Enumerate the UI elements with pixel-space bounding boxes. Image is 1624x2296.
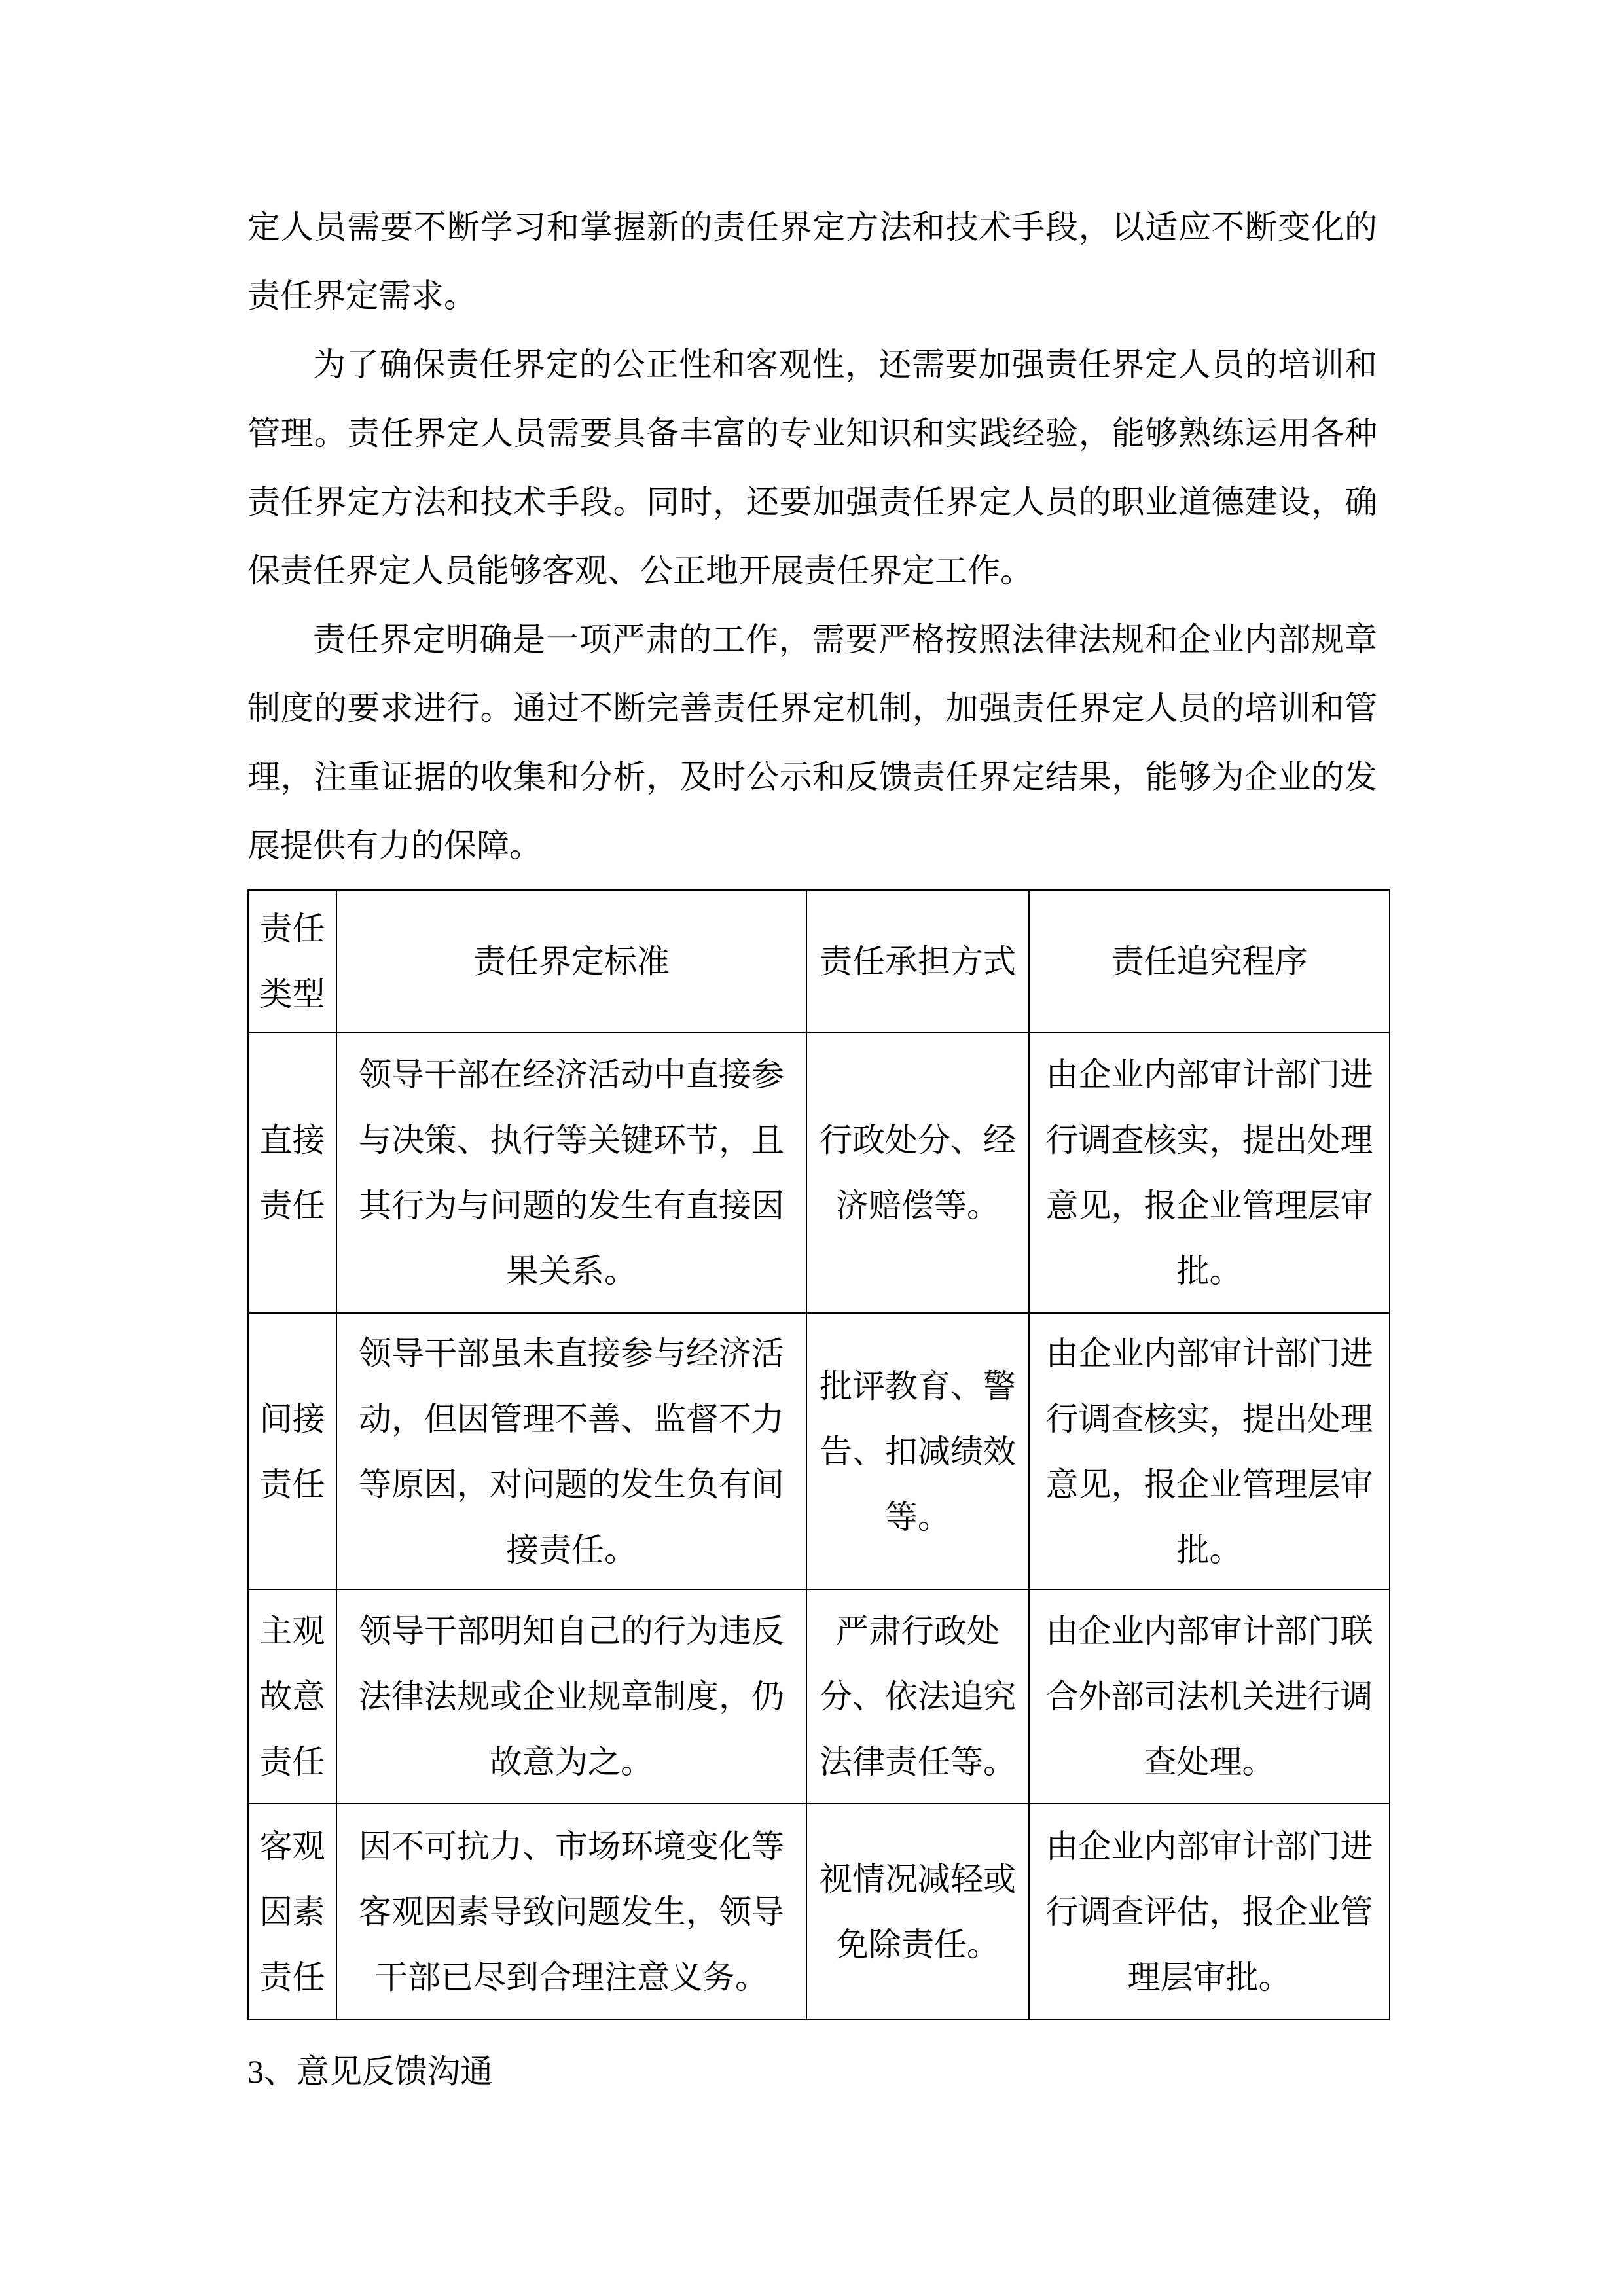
header-cell-standard: 责任界定标准 bbox=[336, 890, 806, 1033]
table-cell: 领导干部明知自己的行为违反法律法规或企业规章制度，仍故意为之。 bbox=[336, 1590, 806, 1803]
table-row-intentional bbox=[248, 1590, 1390, 1803]
section-heading-feedback: 3、意见反馈沟通 bbox=[247, 2053, 493, 2090]
table-cell: 客观因素责任 bbox=[248, 1803, 336, 2020]
header-cell-way: 责任承担方式 bbox=[806, 890, 1029, 1033]
table-cell: 由企业内部审计部门进行调查评估，报企业管理层审批。 bbox=[1029, 1803, 1390, 2020]
table-cell: 行政处分、经济赔偿等。 bbox=[806, 1033, 1029, 1313]
table-cell: 直接责任 bbox=[248, 1033, 336, 1313]
table-header-row bbox=[248, 890, 1390, 1033]
paragraph-training-management: 为了确保责任界定的公正性和客观性，还需要加强责任界定人员的培训和管理。责任界定人员需要具备丰富的专业知识和实践经验，能够熟练运用各种责任界定方法和技术手段。同时，还要加强责任界定人员的职业道德建设，确保责任界定人员能够客观、公正地开展责任界定工作。 bbox=[247, 346, 1377, 589]
header-cell-procedure: 责任追究程序 bbox=[1029, 890, 1390, 1033]
table-cell: 领导干部虽未直接参与经济活动，但因管理不善、监督不力等原因，对问题的发生负有间接责任。 bbox=[336, 1313, 806, 1590]
table-cell: 批评教育、警告、扣减绩效等。 bbox=[806, 1313, 1029, 1590]
table-row-direct bbox=[248, 1033, 1390, 1313]
table-cell: 由企业内部审计部门进行调查核实，提出处理意见，报企业管理层审批。 bbox=[1029, 1313, 1390, 1590]
table-cell: 严肃行政处分、依法追究法律责任等。 bbox=[806, 1590, 1029, 1803]
table-cell: 间接责任 bbox=[248, 1313, 336, 1590]
header-cell-type: 责任类型 bbox=[248, 890, 336, 1033]
paragraph-continuation: 定人员需要不断学习和掌握新的责任界定方法和技术手段，以适应不断变化的责任界定需求。 bbox=[247, 209, 1377, 314]
table-cell: 主观故意责任 bbox=[248, 1590, 336, 1803]
table-cell: 视情况减轻或免除责任。 bbox=[806, 1803, 1029, 2020]
table-cell: 由企业内部审计部门联合外部司法机关进行调查处理。 bbox=[1029, 1590, 1390, 1803]
table-cell: 因不可抗力、市场环境变化等客观因素导致问题发生，领导干部已尽到合理注意义务。 bbox=[336, 1803, 806, 2020]
table-row-indirect bbox=[248, 1313, 1390, 1590]
table-row-objective bbox=[248, 1803, 1390, 2020]
paragraph-conclusion: 责任界定明确是一项严肃的工作，需要严格按照法律法规和企业内部规章制度的要求进行。通过不断完善责任界定机制，加强责任界定人员的培训和管理，注重证据的收集和分析，及时公示和反馈责任界定结果，能够为企业的发展提供有力的保障。 bbox=[247, 621, 1377, 864]
table-cell: 领导干部在经济活动中直接参与决策、执行等关键环节，且其行为与问题的发生有直接因果关系。 bbox=[336, 1033, 806, 1313]
responsibility-table bbox=[247, 889, 1390, 2020]
table-cell: 由企业内部审计部门进行调查核实，提出处理意见，报企业管理层审批。 bbox=[1029, 1033, 1390, 1313]
